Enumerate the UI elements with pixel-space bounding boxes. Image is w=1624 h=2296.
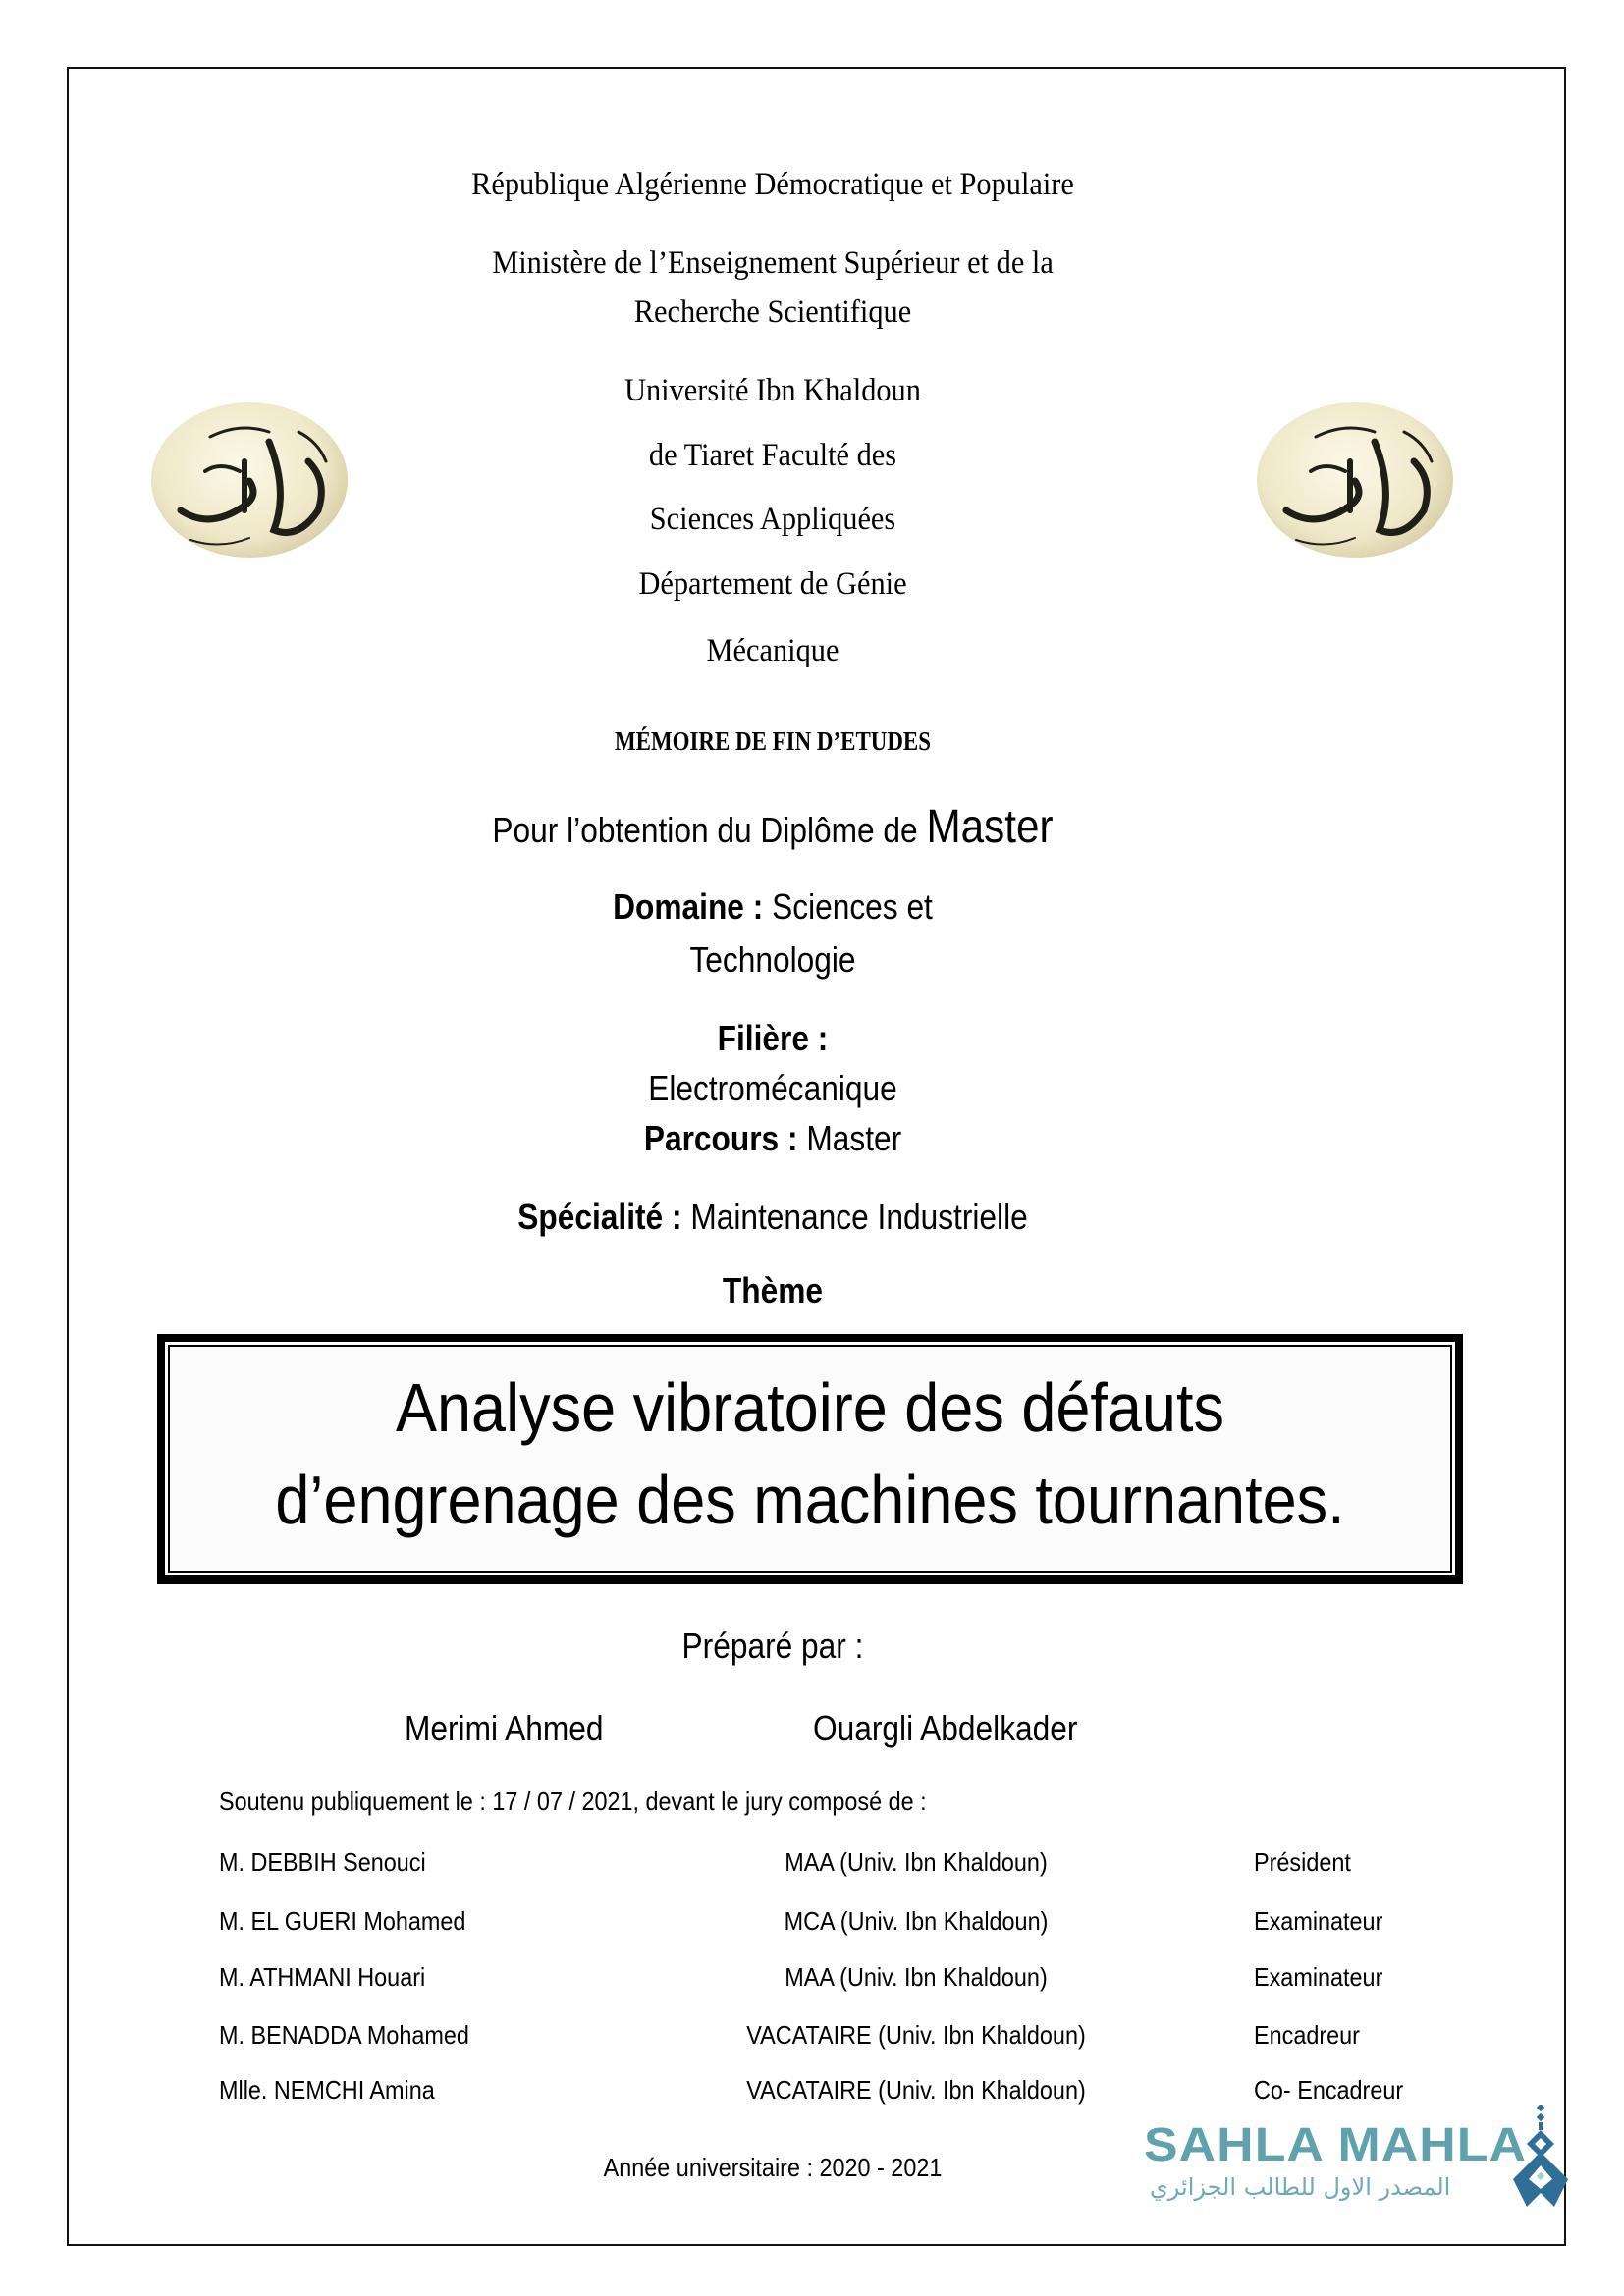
- theme-title-line-2: d’engrenage des machines tournantes.: [275, 1462, 1345, 1538]
- domaine-value: Sciences et: [772, 886, 933, 927]
- academic-year: Année universitaire : 2020 - 2021: [603, 2153, 943, 2182]
- ministry-line-1: Ministère de l’Enseignement Supérieur et de la: [492, 245, 1054, 281]
- jury-grade: MAA (Univ. Ibn Khaldoun): [785, 1962, 1048, 1992]
- domaine-label: Domaine :: [613, 886, 764, 927]
- memoire-heading: MÉMOIRE DE FIN D’ETUDES: [615, 726, 931, 756]
- jury-name: M. BENADDA Mohamed: [219, 2020, 469, 2050]
- university-line-2: de Tiaret Faculté des: [648, 438, 897, 473]
- jury-grade: MAA (Univ. Ibn Khaldoun): [785, 1847, 1048, 1877]
- specialite-label: Spécialité :: [517, 1197, 682, 1237]
- jury-role: Co- Encadreur: [1254, 2075, 1404, 2105]
- diploma-line: [92, 800, 1452, 854]
- theme-title-line-1: Analyse vibratoire des défauts: [395, 1369, 1224, 1446]
- filiere-label: Filière :: [717, 1018, 829, 1058]
- parcours-label: Parcours :: [643, 1118, 798, 1158]
- theme-label: Thème: [722, 1270, 824, 1310]
- jury-row: [219, 2020, 1476, 2054]
- republic-heading: République Algérienne Démocratique et Populaire: [471, 167, 1074, 202]
- ministry-line-2: Recherche Scientifique: [633, 294, 912, 330]
- defense-statement: Soutenu publiquement le : 17 / 07 / 2021, devant le jury composé de :: [219, 1787, 927, 1816]
- university-line-1: Université Ibn Khaldoun: [624, 373, 921, 408]
- parcours-line: [92, 1118, 1452, 1159]
- jury-row: [219, 1847, 1476, 1881]
- watermark-brand: SAHLA MAHLA: [1144, 2119, 1528, 2171]
- jury-name: Mlle. NEMCHI Amina: [219, 2075, 435, 2105]
- jury-row: [219, 2075, 1476, 2109]
- jury-row: [219, 1906, 1476, 1940]
- author-2: Ouargli Abdelkader: [813, 1708, 1078, 1748]
- theme-title-inner-frame: [168, 1345, 1452, 1573]
- jury-name: M. ATHMANI Houari: [219, 1962, 426, 1992]
- jury-role: Président: [1254, 1847, 1351, 1877]
- university-line-3: Sciences Appliquées: [649, 502, 896, 537]
- jury-grade: VACATAIRE (Univ. Ibn Khaldoun): [746, 2075, 1086, 2105]
- author-1: Merimi Ahmed: [405, 1708, 604, 1748]
- parcours-value: Master: [806, 1118, 902, 1158]
- prepared-by-label: Préparé par :: [681, 1626, 864, 1666]
- specialite-line: [92, 1197, 1452, 1238]
- jury-name: M. DEBBIH Senouci: [219, 1847, 426, 1877]
- jury-row: [219, 1962, 1476, 1996]
- diploma-name: Master: [926, 801, 1054, 853]
- theme-title-box: [157, 1334, 1463, 1584]
- jury-grade: MCA (Univ. Ibn Khaldoun): [784, 1906, 1049, 1936]
- university-line-4: Département de Génie: [638, 566, 907, 602]
- diploma-prefix: Pour l’obtention du Diplôme de: [492, 810, 918, 850]
- watermark-tagline: المصدر الاول للطالب الجزائري: [1150, 2173, 1451, 2201]
- jury-role: Examinateur: [1254, 1906, 1383, 1936]
- domaine-line: [92, 886, 1452, 928]
- jury-role: Encadreur: [1254, 2020, 1360, 2050]
- domaine-value-line-2: Technologie: [689, 939, 856, 980]
- specialite-value: Maintenance Industrielle: [690, 1197, 1028, 1237]
- jury-role: Examinateur: [1254, 1962, 1383, 1992]
- university-line-5: Mécanique: [706, 633, 839, 668]
- jury-name: M. EL GUERI Mohamed: [219, 1906, 466, 1936]
- sahla-mahla-watermark: [1144, 2110, 1566, 2218]
- jury-grade: VACATAIRE (Univ. Ibn Khaldoun): [746, 2020, 1086, 2050]
- filiere-value: Electromécanique: [648, 1068, 897, 1108]
- sahla-emblem-icon: [1509, 2105, 1572, 2209]
